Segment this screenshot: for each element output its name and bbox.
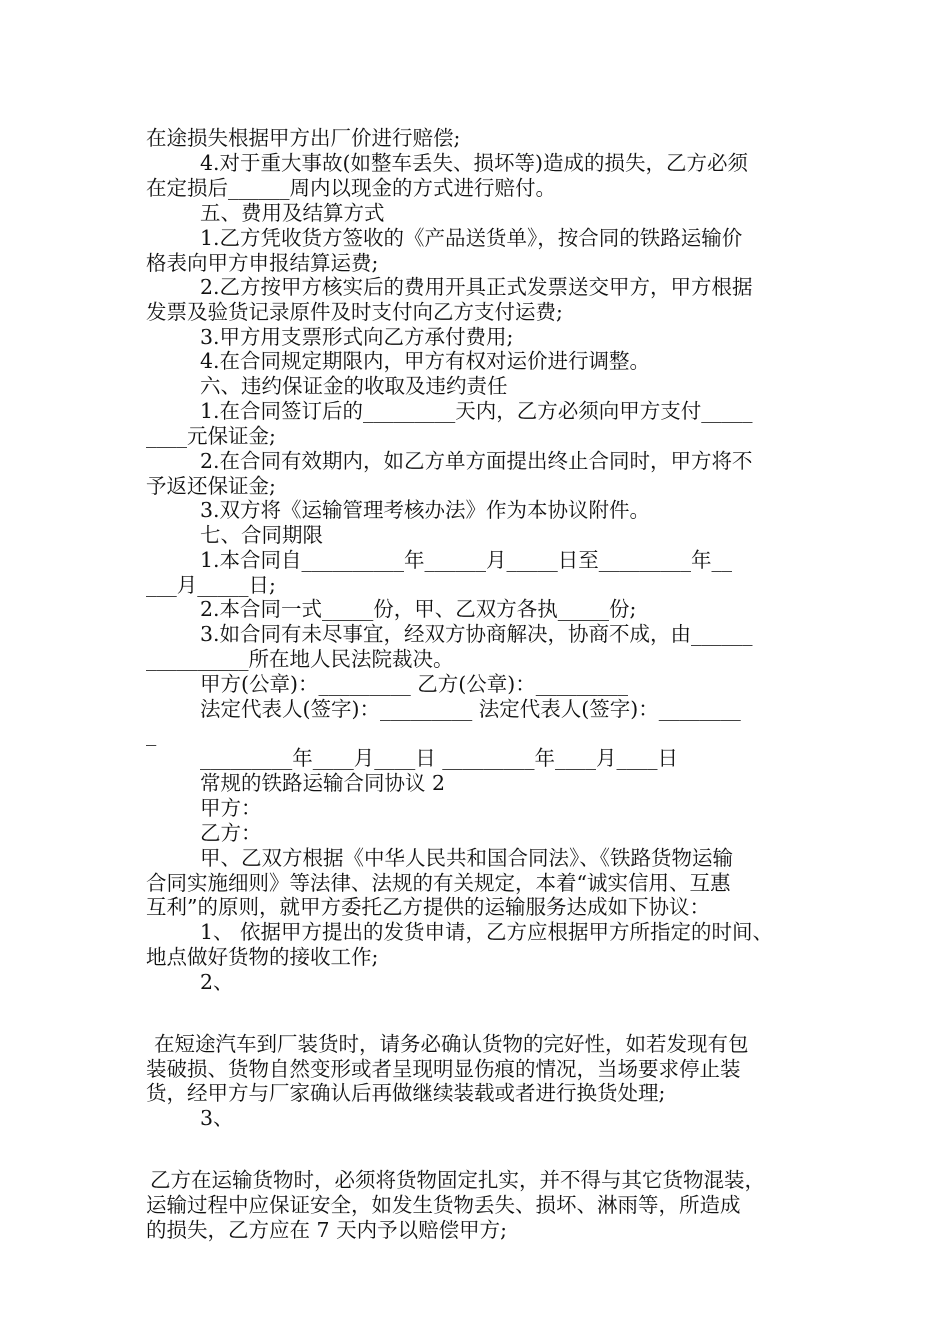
- text-line: 装破损、货物自然变形或者呈现明显伤痕的情况，当场要求停止装: [146, 1057, 741, 1081]
- text-line: 1.在合同签订后的_________天内，乙方必须向甲方支付_____: [200, 399, 753, 423]
- text-line: ____元保证金;: [146, 424, 276, 448]
- text-line: 4.在合同规定期限内，甲方有权对运价进行调整。: [200, 349, 651, 373]
- text-line: 2.在合同有效期内，如乙方单方面提出终止合同时，甲方将不: [200, 449, 753, 473]
- party-a-label: 甲方：: [200, 796, 262, 820]
- text-line: 在途损失根据甲方出厂价进行赔偿;: [146, 126, 461, 150]
- text-line: 在短途汽车到厂装货时，请务必确认货物的完好性，如若发现有包: [154, 1032, 749, 1056]
- date-line: _________年____月____日 _________年____月____日: [200, 746, 679, 770]
- text-line: 运输过程中应保证安全，如发生货物丢失、损坏、淋雨等，所造成: [146, 1193, 741, 1217]
- item-number: 2、: [200, 970, 234, 994]
- text-line: 地点做好货物的接收工作;: [146, 945, 379, 969]
- text-line: 2.乙方按甲方核实后的费用开具正式发票送交甲方，甲方根据: [200, 275, 753, 299]
- text-line: _: [146, 722, 157, 746]
- text-line: 1.乙方凭收货方签收的《产品送货单》，按合同的铁路运输价: [200, 226, 743, 250]
- text-line: ___月_____日;: [146, 573, 276, 597]
- document-title: 常规的铁路运输合同协议 2: [200, 771, 446, 795]
- party-b-label: 乙方：: [200, 821, 262, 845]
- section-heading: 五、费用及结算方式: [200, 201, 385, 225]
- signature-line: 法定代表人(签字)：_________ 法定代表人(签字)：________: [200, 697, 741, 721]
- text-line: 格表向甲方申报结算运费;: [146, 251, 379, 275]
- item-number: 3、: [200, 1106, 234, 1130]
- text-line: 乙方在运输货物时，必须将货物固定扎实，并不得与其它货物混装，: [150, 1168, 765, 1192]
- text-line: 3.甲方用支票形式向乙方承付费用;: [200, 325, 514, 349]
- text-line: 3.如合同有未尽事宜，经双方协商解决，协商不成，由______: [200, 622, 753, 646]
- text-line: 4.对于重大事故(如整车丢失、损坏等)造成的损失，乙方必须: [200, 151, 749, 175]
- section-heading: 七、合同期限: [200, 523, 323, 547]
- text-line: __________所在地人民法院裁决。: [146, 647, 454, 671]
- text-line: 合同实施细则》等法律、法规的有关规定，本着“诚实信用、互惠: [146, 871, 731, 895]
- section-heading: 六、违约保证金的收取及违约责任: [200, 374, 508, 398]
- text-line: 1.本合同自__________年______月_____日至_________年__: [200, 548, 733, 572]
- text-line: 予返还保证金;: [146, 474, 276, 498]
- text-line: 1、 依据甲方提出的发货申请，乙方应根据甲方所指定的时间、: [200, 920, 774, 944]
- text-line: 2.本合同一式_____份，甲、乙双方各执_____份;: [200, 597, 637, 621]
- text-line: 3.双方将《运输管理考核办法》作为本协议附件。: [200, 498, 651, 522]
- text-line: 在定损后______周内以现金的方式进行赔付。: [146, 176, 556, 200]
- text-line: 甲、乙双方根据《中华人民共和国合同法》、《铁路货物运输: [200, 846, 733, 870]
- text-line: 货，经甲方与厂家确认后再做继续装载或者进行换货处理;: [146, 1081, 666, 1105]
- text-line: 的损失，乙方应在 7 天内予以赔偿甲方;: [146, 1218, 507, 1242]
- text-line: 发票及验货记录原件及时支付向乙方支付运费;: [146, 300, 563, 324]
- seal-line: 甲方(公章)：_________ 乙方(公章)：_________: [200, 672, 629, 696]
- text-line: 互利”的原则，就甲方委托乙方提供的运输服务达成如下协议：: [146, 895, 710, 919]
